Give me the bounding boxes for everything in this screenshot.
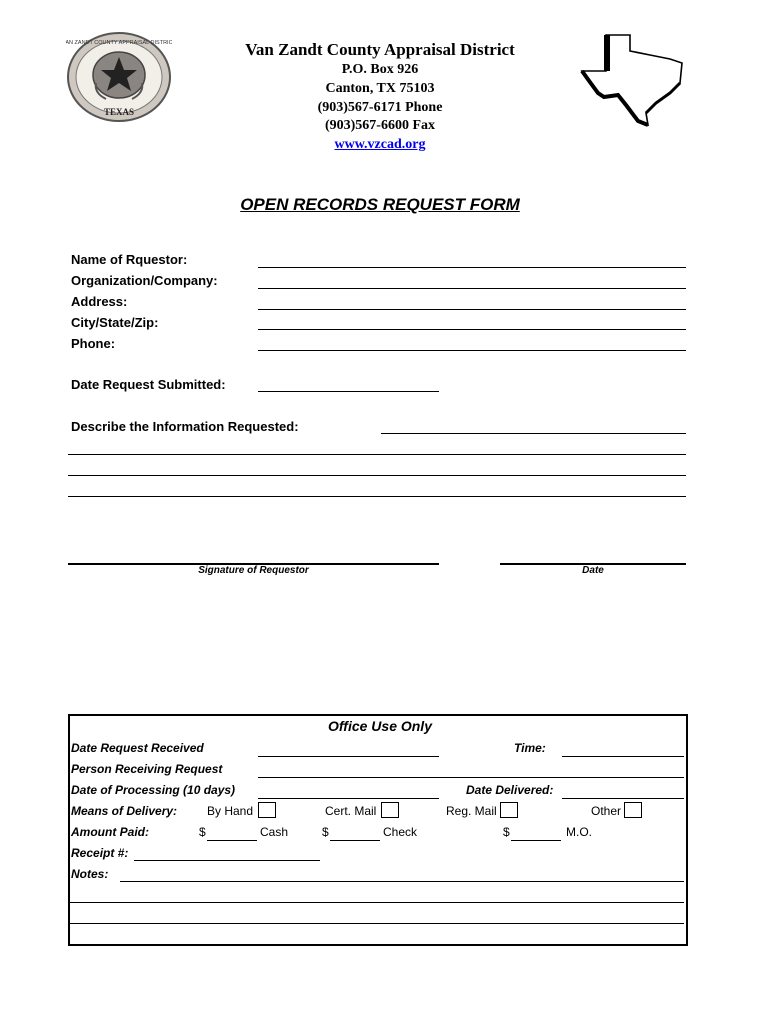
time-field[interactable] (562, 756, 684, 757)
reg-mail-label: Reg. Mail (446, 804, 497, 818)
phone-label: Phone: (71, 336, 116, 351)
date-processing-label: Date of Processing (10 days) (71, 783, 236, 797)
county-seal-logo (66, 31, 172, 123)
date-received-field[interactable] (258, 756, 439, 757)
date-processing-field[interactable] (258, 798, 439, 799)
mo-amount-field[interactable] (511, 840, 561, 841)
svg-text:VAN ZANDT COUNTY APPRAISAL DIS: VAN ZANDT COUNTY APPRAISAL DISTRICT (66, 40, 172, 46)
describe-label: Describe the Information Requested: (71, 419, 299, 434)
name-label: Name of Rquestor: (71, 252, 188, 267)
form-title: OPEN RECORDS REQUEST FORM (240, 195, 520, 214)
person-receiving-field[interactable] (258, 777, 684, 778)
describe-field-line-4[interactable] (68, 496, 686, 497)
notes-field-line-3[interactable] (68, 923, 684, 924)
cash-amount-field[interactable] (207, 840, 257, 841)
city-state-zip-field[interactable] (258, 329, 686, 330)
po-box: P.O. Box 926 (341, 62, 419, 77)
receipt-field[interactable] (134, 860, 320, 861)
mo-dollar-sign: $ (503, 825, 510, 839)
office-use-title: Office Use Only (327, 718, 432, 734)
date-received-label: Date Request Received (71, 741, 204, 755)
texas-map-icon (580, 33, 685, 128)
time-label: Time: (514, 741, 546, 755)
reg-mail-checkbox[interactable] (500, 802, 518, 818)
date-delivered-field[interactable] (562, 798, 684, 799)
svg-text:TEXAS: TEXAS (103, 107, 135, 117)
cert-mail-label: Cert. Mail (325, 804, 377, 818)
notes-field-line-2[interactable] (68, 902, 684, 903)
by-hand-label: By Hand (207, 804, 254, 818)
amount-paid-label: Amount Paid: (71, 825, 149, 839)
check-label: Check (383, 825, 418, 839)
receipt-label: Receipt #: (71, 846, 129, 860)
notes-label: Notes: (71, 867, 109, 881)
city-state-zip-label: City/State/Zip: (71, 315, 159, 330)
describe-field-line-1[interactable] (381, 433, 686, 434)
date-submitted-field[interactable] (258, 391, 439, 392)
fax-number: (903)567-6600 Fax (324, 118, 436, 133)
describe-field-line-2[interactable] (68, 454, 686, 455)
signature-date-caption: Date (582, 565, 604, 576)
cert-mail-checkbox[interactable] (381, 802, 399, 818)
by-hand-checkbox[interactable] (258, 802, 276, 818)
city-state: Canton, TX 75103 (325, 81, 435, 96)
organization-field[interactable] (258, 288, 686, 289)
address-field[interactable] (258, 309, 686, 310)
date-delivered-label: Date Delivered: (466, 783, 554, 797)
address-label: Address: (71, 294, 128, 309)
describe-field-line-3[interactable] (68, 475, 686, 476)
date-submitted-label: Date Request Submitted: (71, 377, 226, 392)
phone-field[interactable] (258, 350, 686, 351)
website-link[interactable]: www.vzcad.org (334, 137, 426, 152)
phone-number: (903)567-6171 Phone (317, 100, 443, 115)
cash-dollar-sign: $ (199, 825, 206, 839)
notes-field-line-1[interactable] (120, 881, 684, 882)
other-label: Other (591, 804, 622, 818)
means-delivery-label: Means of Delivery: (71, 804, 178, 818)
person-receiving-label: Person Receiving Request (71, 762, 223, 776)
organization-label: Organization/Company: (71, 273, 218, 288)
check-amount-field[interactable] (330, 840, 380, 841)
cash-label: Cash (260, 825, 289, 839)
name-field[interactable] (258, 267, 686, 268)
signature-caption: Signature of Requestor (198, 565, 309, 576)
website-link-wrap (180, 137, 580, 153)
check-dollar-sign: $ (322, 825, 329, 839)
mo-label: M.O. (566, 825, 592, 839)
other-checkbox[interactable] (624, 802, 642, 818)
org-name: Van Zandt County Appraisal District (245, 40, 515, 59)
